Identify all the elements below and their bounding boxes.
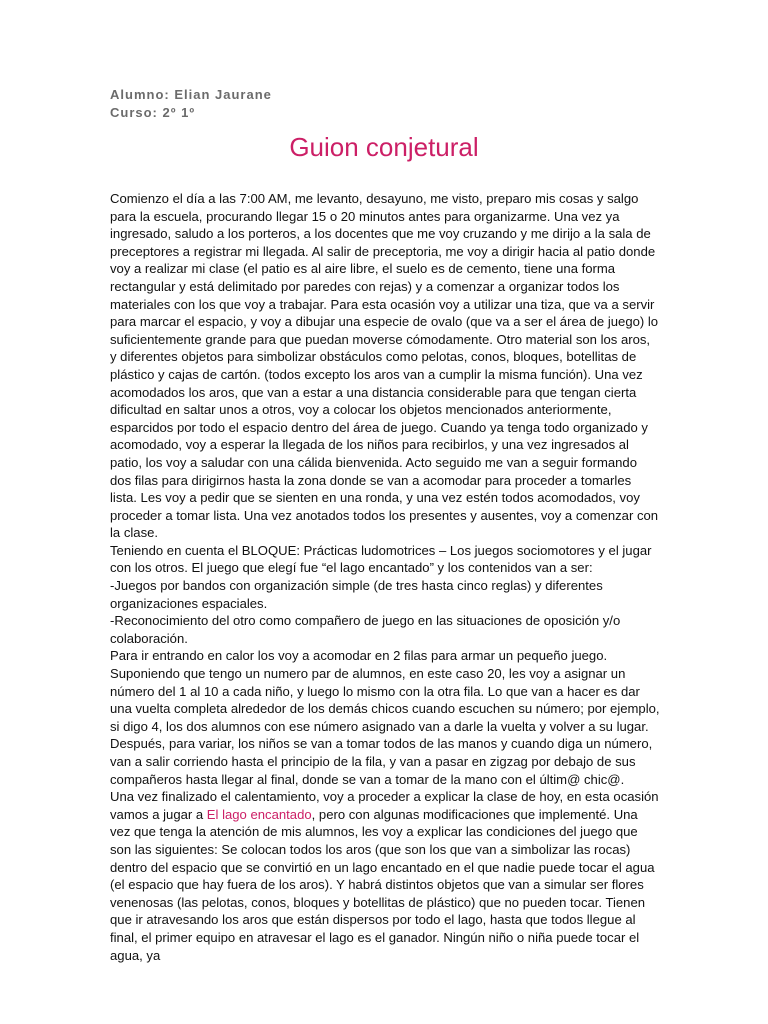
game-text-end: , pero con algunas modificaciones que implementé. Una vez que tenga la atención de mis alumnos, les voy a explicar las condiciones del juego que son las siguientes: Se colocan todos los aros (que son los que van a simbolizar las rocas) dentro del espacio que se convirtió en un lago encantado en el que nadie puede tocar el agua (el espacio que hay fuera de los aros). Y habrá distintos objetos que van a simular ser flores venenosas (las pelotas, conos, bloques y botellitas de plástico) que no pueden tocar. Tienen que ir atravesando los aros que están dispersos por todo el lago, hasta que todos llegue al final, el primer equipo en atravesar el lago es el ganador. Ningún niño o niña puede tocar el agua, ya	[110, 806, 655, 963]
paragraph-morning-routine: Comienzo el día a las 7:00 AM, me levanto, desayuno, me visto, preparo mis cosas y salgo para la escuela, procurando llegar 15 o 20 minutos antes para organizarme. Una vez ya ingresado, saludo a los porteros, a los docentes que me voy cruzando y me dirijo a la sala de preceptores a registrar mi llegada. Al salir de preceptoria, me voy a dirigir hacia al patio donde voy a realizar mi clase (el patio es al aire libre, el suelo es de cemento, tiene una forma rectangular y está delimitado por paredes con rejas) y a comenzar a organizar todos los materiales con los que voy a trabajar. Para esta ocasión voy a utilizar una tiza, que va a servir para marcar el espacio, y voy a dibujar una especie de ovalo (que va a ser el área de juego) lo suficientemente grande para que puedan moverse cómodamente. Otro material son los aros, y diferentes objetos para simbolizar obstáculos como pelotas, conos, bloques, botellitas de plástico y cajas de cartón. (todos excepto los aros van a cumplir la misma función). Una vez acomodados los aros, que van a estar a una distancia considerable para que tengan cierta dificultad en saltar unos a otros, voy a colocar los objetos mencionados anteriormente, esparcidos por todo el espacio dentro del área de juego. Cuando ya tenga todo organizado y acomodado, voy a esperar la llegada de los niños para recibirlos, y una vez ingresados al patio, los voy a saludar con una cálida bienvenida. Acto seguido me van a seguir formando dos filas para dirigirnos hasta la zona donde se van a acomodar para proceder a tomarles lista. Les voy a pedir que se sienten en una ronda, y una vez estén todos acomodados, voy proceder a tomar lista. Una vez anotados todos los presentes y ausentes, voy a comenzar con la clase.	[110, 191, 659, 541]
game-name-highlight: El lago encantado	[206, 806, 312, 822]
document-body	[110, 190, 660, 964]
student-name: Alumno: Elian Jaurane	[110, 87, 272, 102]
paragraph-content-1: -Juegos por bandos con organización simple (de tres hasta cinco reglas) y diferentes organizaciones espaciales.	[110, 578, 603, 611]
paragraph-game-explanation	[110, 788, 660, 964]
paragraph-bloque: Teniendo en cuenta el BLOQUE: Prácticas ludomotrices – Los juegos sociomotores y el jugar con los otros. El juego que elegí fue “el lago encantado” y los contenidos van a ser:	[110, 542, 652, 576]
paragraph-content-2: -Reconocimiento del otro como compañero de juego en las situaciones de oposición y/o colaboración.	[110, 613, 621, 646]
document-header	[110, 86, 272, 122]
document-title: Guion conjetural	[289, 132, 479, 162]
course-label: Curso: 2º 1º	[110, 105, 196, 120]
game-text-start: Una vez finalizado el calentamiento, voy a proceder a explicar la clase de hoy, en esta ocasión vamos a jugar a	[110, 789, 659, 822]
paragraph-warmup: Para ir entrando en calor los voy a acomodar en 2 filas para armar un pequeño juego. Suponiendo que tengo un numero par de alumnos, en este caso 20, les voy a asignar un número del 1 al 10 a cada niño, y luego lo mismo con la otra fila. Lo que van a hacer es dar una vuelta completa alrededor de los demás chicos cuando escuchen su número; por ejemplo, si digo 4, los dos alumnos con ese número asignado van a darle la vuelta y volver a su lugar. Después, para variar, los niños se van a tomar todos de las manos y cuando diga un número, van a salir corriendo hasta el principio de la fila, y van a pasar en zigzag por debajo de sus compañeros hasta llegar al final, donde se van a tomar de la mano con el últim@ chic@.	[110, 648, 660, 787]
